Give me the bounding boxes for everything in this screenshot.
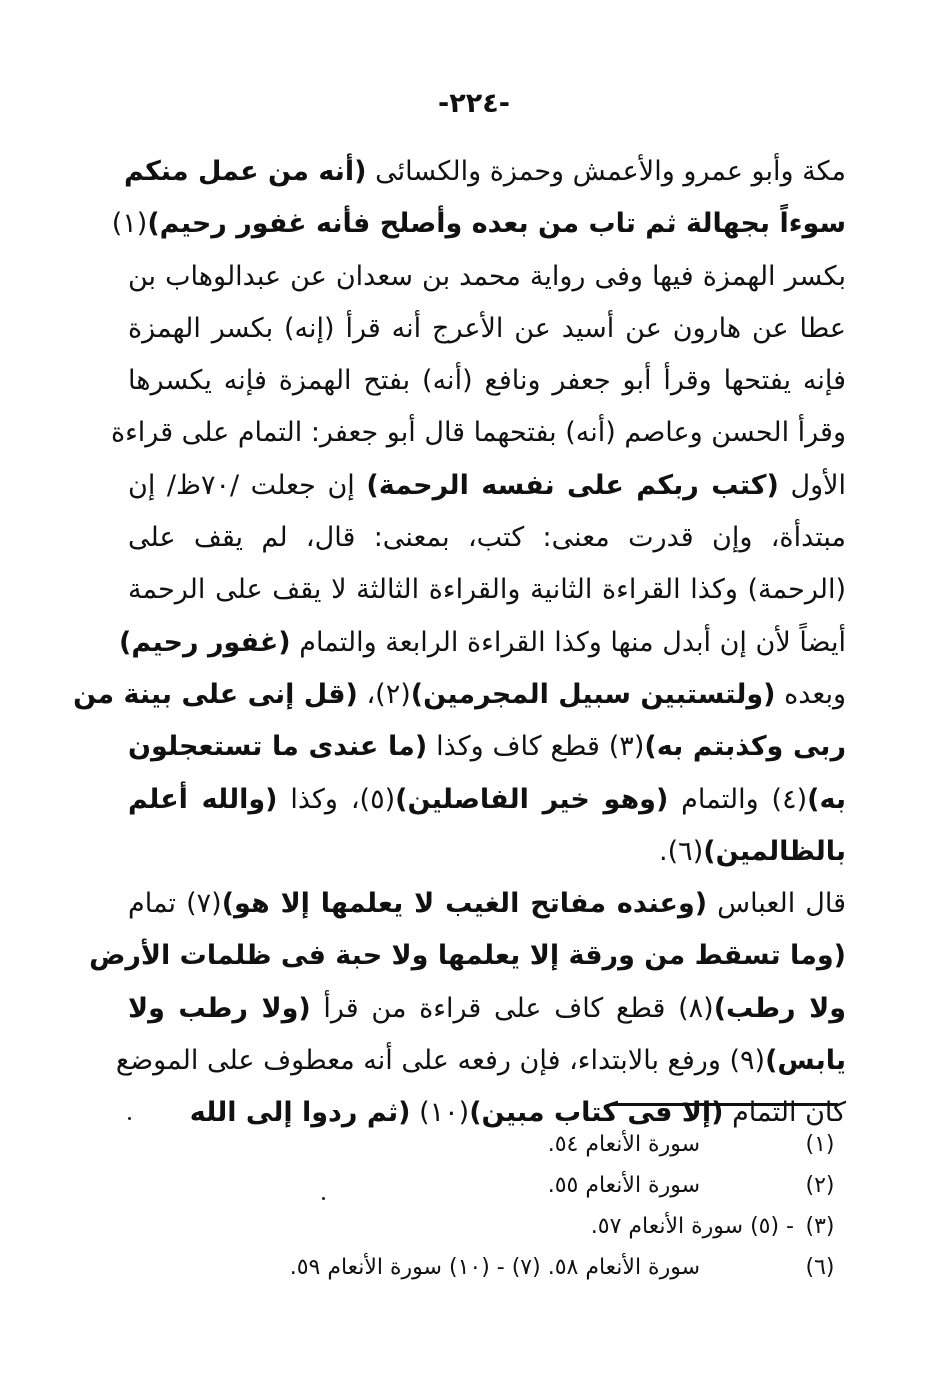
page-number: -٢٢٤- (438, 88, 510, 119)
footnote-text: سورة الأنعام ٥٤. (547, 1132, 700, 1157)
footnote (210, 1247, 840, 1288)
text-segment: (٩) ورفع بالابتداء، فإن رفعه على أنه معطوف على الموضع (115, 1045, 766, 1077)
text-line (128, 303, 846, 355)
quran-verse-text: ولا رطب) (713, 992, 846, 1024)
quran-verse-text: ربى وكذبتم به) (644, 731, 846, 763)
quran-verse-text: (كتب ربكم على نفسه الرحمة) (366, 469, 779, 501)
text-segment: كان التمام (723, 1097, 846, 1129)
text-segment: إن جعلت /٧٠ظ/ إن (128, 469, 367, 501)
text-segment: (الرحمة) وكذا القراءة الثانية والقراءة الثالثة لا يقف على الرحمة (128, 574, 846, 606)
body-text (73, 146, 847, 1140)
quran-verse-text: (ما عندى ما تستعجلون (128, 731, 428, 763)
quran-verse-text: يابس) (765, 1045, 846, 1077)
text-line (128, 774, 846, 826)
quran-verse-text: (ولا رطب ولا (128, 992, 311, 1024)
footnote-number: (٣) (805, 1214, 835, 1239)
text-segment: (٧) تمام (128, 888, 222, 920)
footnote-text: سورة الأنعام ٥٨. (٧) - (١٠) سورة الأنعام ٥٩. (289, 1255, 700, 1280)
text-line (128, 512, 846, 564)
quran-verse-text: (وعنده مفاتح الغيب لا يعلمها إلا هو) (221, 888, 708, 920)
footnote-number: (١) (805, 1132, 835, 1157)
footnotes (210, 1124, 840, 1288)
text-line (128, 564, 846, 616)
quran-verse-text: (غفور رحيم) (119, 626, 291, 658)
text-line (128, 878, 846, 930)
footnote-text: - (٥) سورة الأنعام ٥٧. (590, 1214, 794, 1239)
text-segment: فإنه يفتحها وقرأ أبو جعفر ونافع (أنه) بفتح الهمزة فإنه يكسرها (128, 365, 846, 397)
text-segment: (٣) قطع كاف وكذا (427, 731, 645, 763)
text-segment: قال العباس (707, 888, 846, 920)
scan-speck (322, 1197, 325, 1200)
quran-verse-text: (وما تسقط من ورقة إلا يعلمها ولا حبة فى ظلمات الأرض (89, 940, 846, 972)
text-line (110, 407, 846, 459)
text-segment: (٢)، (357, 678, 411, 710)
quran-verse-text: (ولتستبين سبيل المجرمين) (410, 678, 776, 710)
quran-verse-text: (وهو خير الفاصلين) (395, 783, 669, 815)
text-segment: مكة وأبو عمرو والأعمش وحمزة والكسائى (366, 156, 846, 187)
footnote-text: سورة الأنعام ٥٥. (547, 1173, 700, 1198)
quran-verse-text: سوءاً بجهالة ثم تاب من بعده وأصلح فأنه غفور رحيم) (147, 208, 846, 240)
text-line (128, 826, 846, 878)
footnote (210, 1165, 840, 1206)
text-segment: عطا عن هارون عن أسيد عن الأعرج أنه قرأ (إنه) بكسر الهمزة (128, 312, 846, 344)
text-line (123, 146, 846, 198)
text-line (119, 617, 846, 669)
quran-verse-text: به) (807, 783, 846, 815)
text-line (73, 669, 846, 721)
text-segment: وقرأ الحسن وعاصم (أنه) بفتحهما قال أبو جعفر: التمام على قراءة (110, 417, 846, 449)
footnote-number: (٢) (805, 1173, 835, 1198)
text-segment: (١٠) (410, 1097, 470, 1129)
quran-verse-text: (ثم ردوا إلى الله (189, 1097, 411, 1129)
text-segment: مبتدأة، وإن قدرت معنى: كتب، بمعنى: قال، لم يقف على (128, 522, 846, 554)
quran-verse-text: (أنه من عمل منكم (123, 156, 367, 187)
text-segment: بكسر الهمزة فيها وفى رواية محمد بن سعدان عن عبدالوهاب بن (128, 260, 846, 292)
text-segment: الأول (778, 469, 847, 501)
text-segment: (٤) والتمام (668, 783, 808, 815)
text-line (128, 983, 846, 1035)
text-segment: وبعده (775, 678, 846, 710)
text-segment: (١) (111, 208, 148, 240)
text-line (128, 251, 846, 303)
text-segment: (٥)، وكذا (277, 783, 396, 815)
text-segment: (٦). (659, 835, 704, 867)
quran-verse-text: بالظالمين) (703, 835, 846, 867)
footnote-number: (٦) (805, 1255, 835, 1280)
text-line (128, 460, 846, 512)
text-segment: أيضاً لأن إن أبدل منها وكذا القراءة الرابعة والتمام (290, 626, 846, 658)
footnote (210, 1206, 840, 1247)
text-line (115, 1035, 846, 1087)
footnote-separator (612, 1103, 838, 1106)
quran-verse-text: (والله أعلم (128, 783, 278, 815)
text-line (111, 198, 846, 250)
text-segment: (٨) قطع كاف على قراءة من قرأ (310, 992, 714, 1024)
text-line (89, 930, 846, 982)
text-line (128, 721, 846, 773)
scan-speck (128, 1117, 131, 1120)
quran-verse-text: (قل إنى على بينة من (73, 678, 358, 710)
footnote (210, 1124, 840, 1165)
quran-verse-text: (إلا فى كتاب مبين) (469, 1097, 724, 1129)
text-line (128, 355, 846, 407)
